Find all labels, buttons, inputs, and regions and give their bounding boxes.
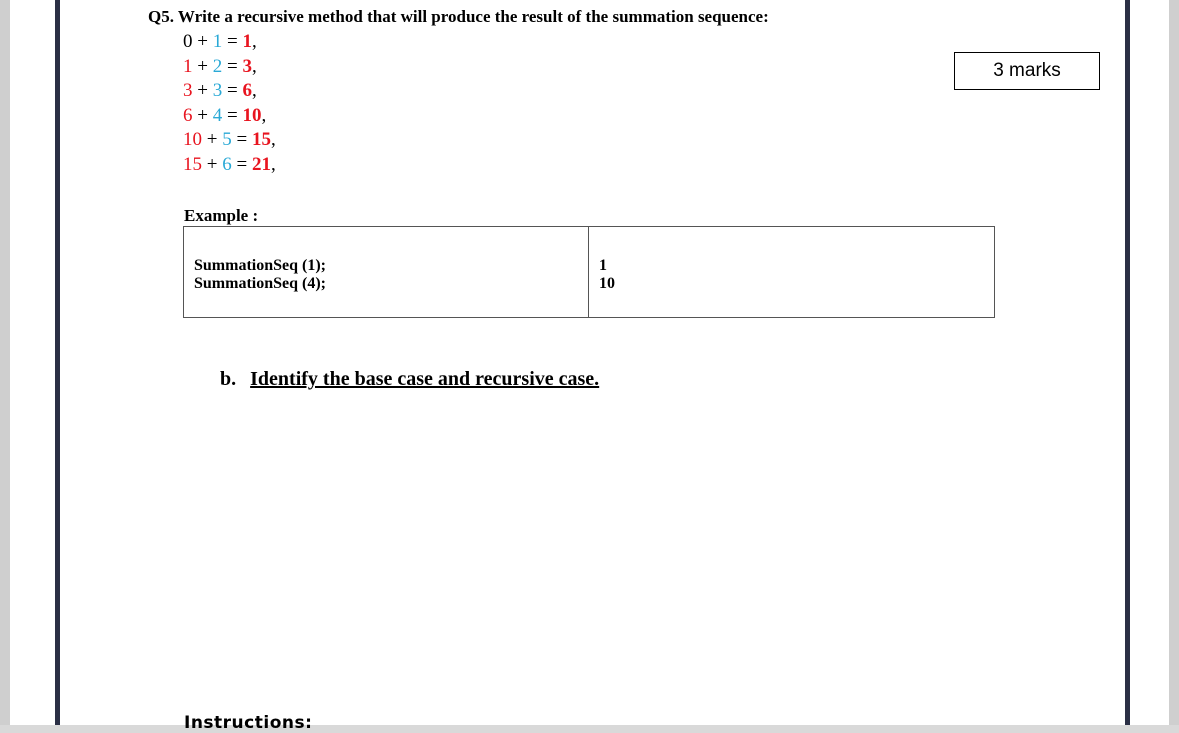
term-b: 6 — [222, 153, 232, 175]
part-b-heading — [220, 368, 599, 391]
sequence-line: 6 + 4 = 10, — [183, 104, 267, 126]
page-shadow-left — [0, 0, 10, 725]
page-border-right — [1125, 0, 1130, 725]
example-label: Example : — [184, 206, 259, 225]
summation-sequence — [183, 30, 276, 177]
sequence-line: 1 + 2 = 3, — [183, 55, 257, 77]
term-a: 6 — [183, 104, 193, 126]
sequence-line: 10 + 5 = 15, — [183, 129, 276, 150]
example-call: SummationSeq (4); — [194, 275, 327, 292]
example-calls-cell — [184, 227, 589, 317]
example-outputs-cell — [589, 227, 994, 317]
sequence-line: 0 + 1 = 1, — [183, 31, 257, 52]
sequence-line: 3 + 3 = 6, — [183, 80, 257, 101]
term-a: 1 — [183, 55, 193, 77]
example-call: SummationSeq (1); — [194, 257, 327, 274]
term-result: 10 — [242, 104, 262, 126]
document-page — [10, 0, 1169, 733]
term-b: 3 — [212, 80, 223, 101]
example-table — [183, 226, 995, 318]
page-shadow-right — [1169, 0, 1179, 725]
page-border-left — [55, 0, 60, 725]
term-result: 6 — [242, 80, 252, 101]
question-title: Q5. Write a recursive method that will produce the result of the summation sequence: — [148, 7, 769, 26]
term-b: 4 — [212, 104, 223, 126]
term-a: 0 — [183, 31, 193, 52]
instructions-heading: Instructions: — [184, 713, 313, 733]
term-b: 2 — [212, 55, 223, 77]
part-b-letter: b. — [220, 368, 237, 390]
marks-box: 3 marks — [954, 52, 1100, 90]
term-b: 5 — [222, 129, 232, 150]
example-output: 1 — [599, 257, 607, 274]
part-b-text: Identify the base case and recursive case. — [250, 368, 600, 390]
term-result: 3 — [242, 55, 252, 77]
term-b: 1 — [212, 31, 223, 52]
term-a: 10 — [183, 129, 202, 150]
example-output: 10 — [599, 275, 615, 292]
term-result: 1 — [242, 31, 252, 52]
sequence-line: 15 + 6 = 21, — [183, 153, 276, 175]
term-result: 15 — [251, 129, 271, 150]
term-a: 3 — [183, 80, 193, 101]
term-a: 15 — [183, 153, 202, 175]
term-result: 21 — [251, 153, 271, 175]
